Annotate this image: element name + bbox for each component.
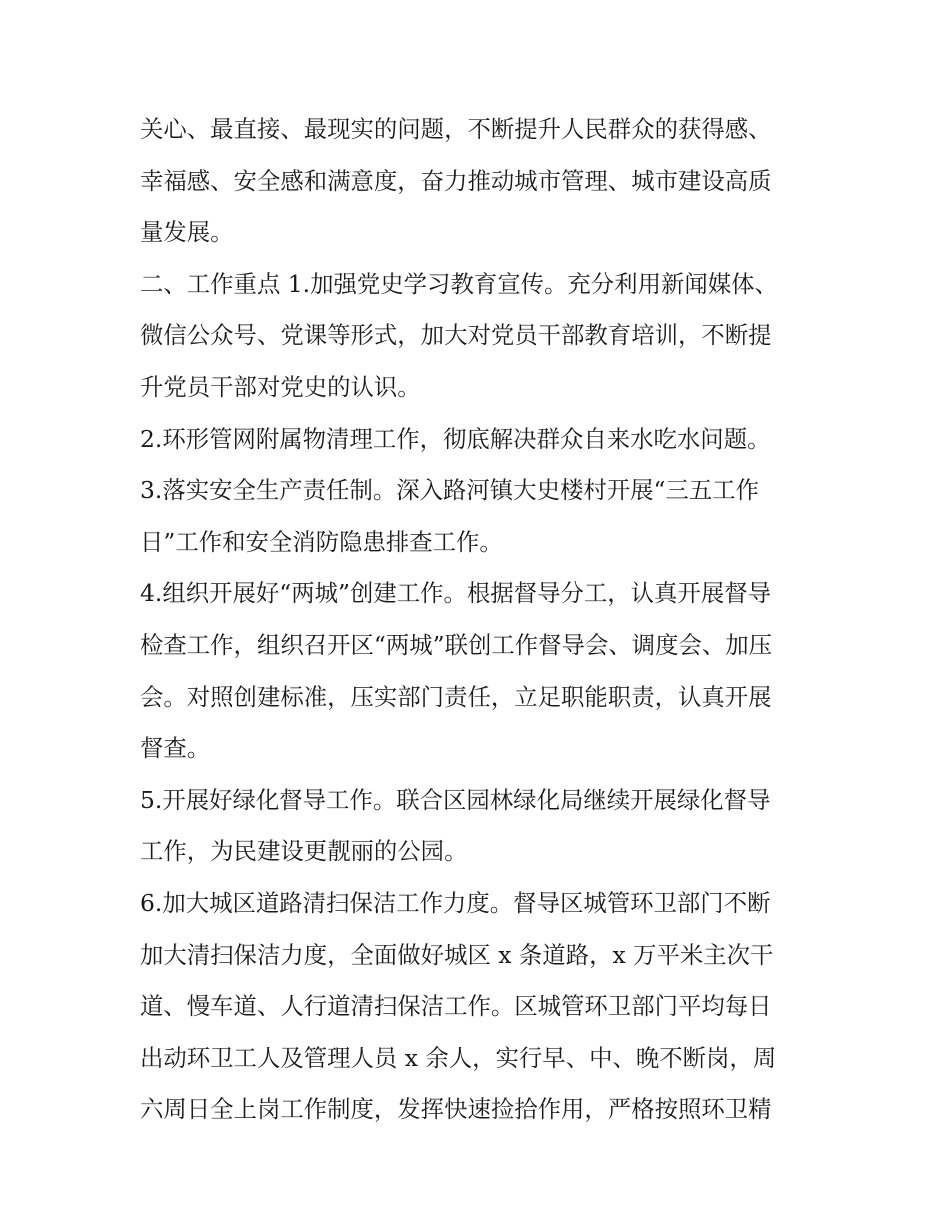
text-line: 幸福感、安全感和满意度，奋力推动城市管理、城市建设高质	[140, 166, 772, 195]
text-line: 督查。	[140, 734, 211, 763]
text-line: 道、慢车道、人行道清扫保洁工作。区城管环卫部门平均每日	[140, 992, 772, 1021]
list-item-4: 4.组织开展好“两城”创建工作。根据督导分工，认真开展督导	[140, 579, 771, 608]
list-item-2: 2.环形管网附属物清理工作，彻底解决群众自来水吃水问题。	[140, 424, 771, 453]
text-line: 升党员干部对党史的认识。	[140, 372, 421, 401]
text-line: 日”工作和安全消防隐患排查工作。	[140, 527, 503, 556]
text-line: 检查工作，组织召开区“两城”联创工作督导会、调度会、加压	[140, 630, 773, 659]
text-line: 关心、最直接、最现实的问题，不断提升人民群众的获得感、	[140, 115, 772, 143]
text-line: 六周日全上岗工作制度，发挥快速捡拾作用，严格按照环卫精	[140, 1095, 772, 1124]
list-item-5: 5.开展好绿化督导工作。联合区园林绿化局继续开展绿化督导	[140, 785, 771, 814]
body-text	[140, 104, 830, 1136]
section-heading-line: 二、工作重点 1.加强党史学习教育宣传。充分利用新闻媒体、	[140, 269, 778, 298]
list-item-6: 6.加大城区道路清扫保洁工作力度。督导区城管环卫部门不断	[140, 888, 771, 917]
list-item-3: 3.落实安全生产责任制。深入路河镇大史楼村开展“三五工作	[140, 476, 760, 505]
text-line: 会。对照创建标准，压实部门责任，立足职能职责，认真开展	[140, 682, 772, 711]
text-line: 微信公众号、党课等形式，加大对党员干部教育培训，不断提	[140, 321, 772, 350]
text-line: 量发展。	[140, 218, 234, 247]
text-line: 工作，为民建设更靓丽的公园。	[140, 837, 468, 866]
text-line: 加大清扫保洁力度，全面做好城区 x 条道路，x 万平米主次干	[140, 940, 774, 969]
text-line: 出动环卫工人及管理人员 x 余人，实行早、中、晚不断岗，周	[140, 1043, 777, 1072]
